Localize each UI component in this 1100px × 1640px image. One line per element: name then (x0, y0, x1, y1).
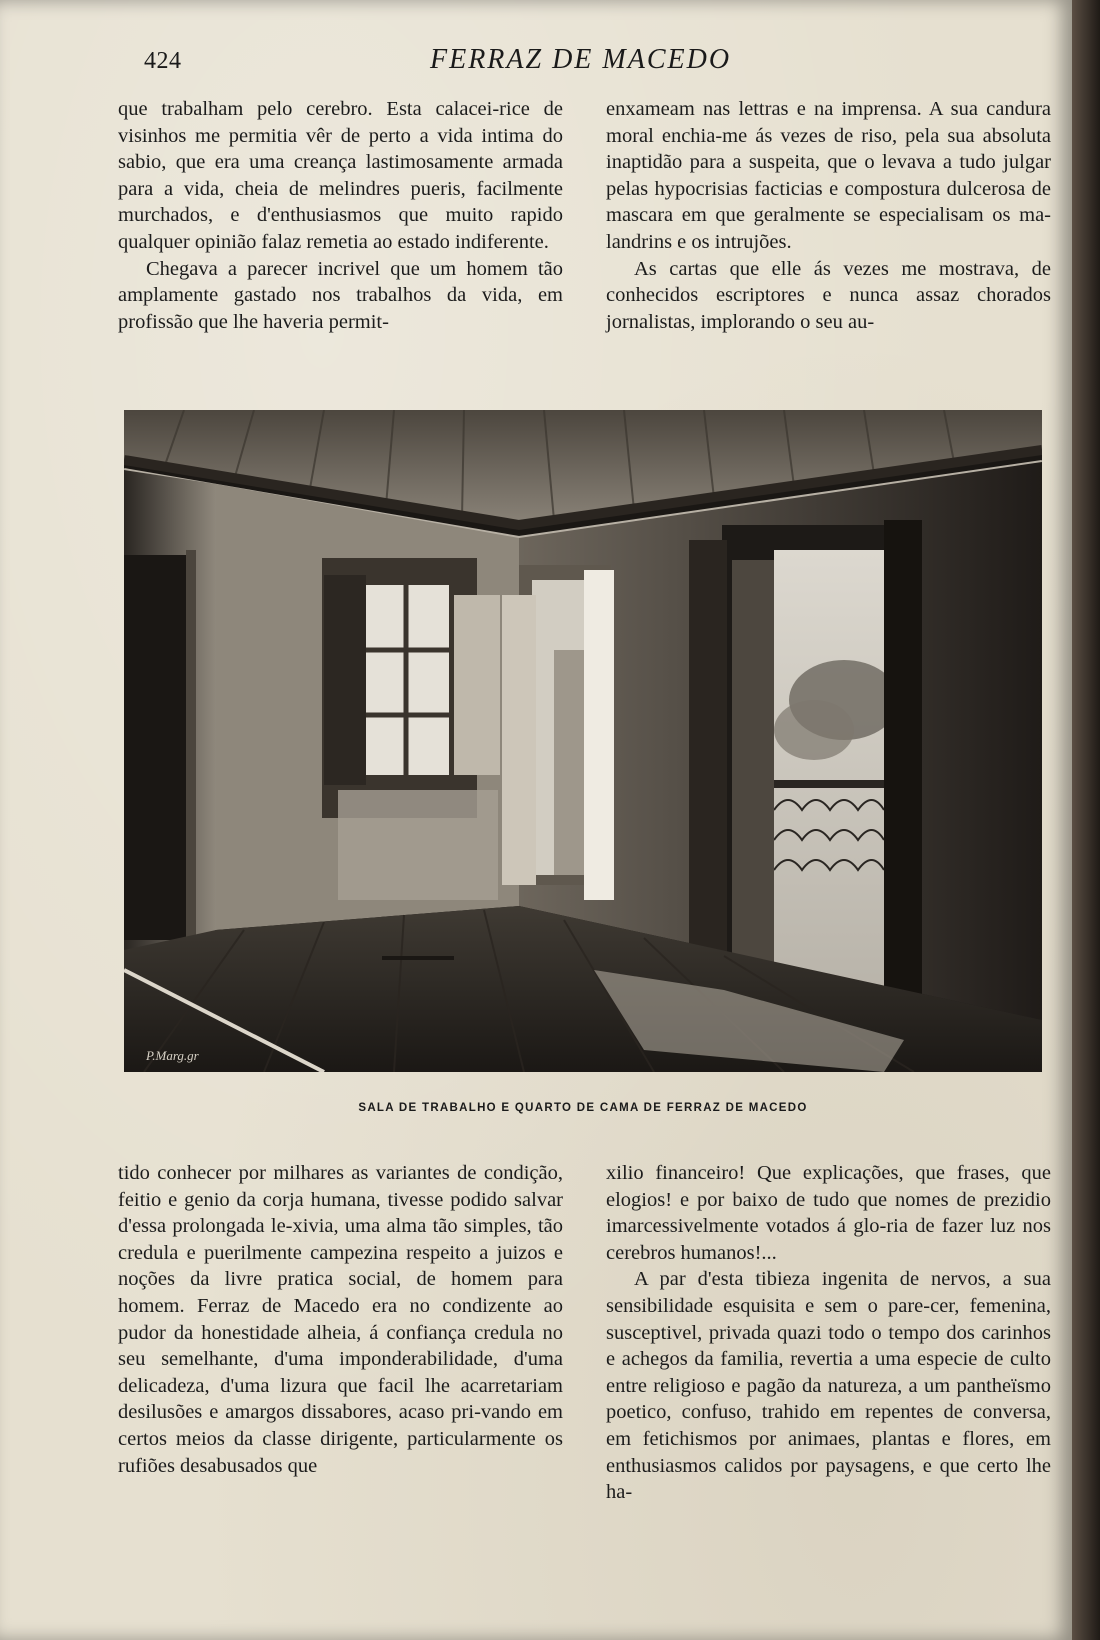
text-column-left-bottom (118, 1160, 563, 1479)
page-number: 424 (144, 48, 182, 74)
text-column-left-top (118, 96, 563, 335)
text-column-right-bottom (606, 1160, 1051, 1506)
paragraph: Chegava a parecer incrivel que um homem tão amplamente gastado nos trabalhos da vida, em profissão que lhe haveria permit- (118, 257, 563, 333)
paragraph: As cartas que elle ás vezes me mostrava, de conhecidos escriptores e nunca assaz chorados jornalistas, implorando o seu au- (606, 257, 1051, 333)
photographer-signature: P.Marg.gr (146, 1048, 199, 1063)
running-title: FERRAZ DE MACEDO (430, 44, 732, 75)
room-photograph (124, 410, 1042, 1072)
paragraph: A par d'esta tibieza ingenita de nervos, a sua sensibilidade esquisita e sem o pare-cer, femenina, susceptivel, privada quazi todo o tempo dos carinhos e achegos da familia, revertia a uma especie de culto entre religioso e pagão da natureza, a um pantheïsmo poetico, confuso, trahido em repentes de conversa, em fetichismos por animaes, plantas e flores, em enthusiasmos calidos por paysagens, e que certo lhe ha- (606, 1268, 1051, 1504)
text-column-right-top (606, 96, 1051, 335)
photo-caption: SALA DE TRABALHO E QUARTO DE CAMA DE FERRAZ DE MACEDO (358, 1102, 808, 1114)
paragraph: que trabalham pelo cerebro. Esta calacei-rice de visinhos me permitia vêr de perto a vida intima do sabio, que era uma creança lastimosamente armada para a vida, cheia de melindres pueris, facilmente murchados, e d'enthusiasmos que muito rapido qualquer opinião falaz remetia ao estado indiferente. (118, 98, 563, 253)
paragraph: xilio financeiro! Que explicações, que frases, que elogios! e por baixo de tudo que nomes de prezidio imarcessivelmente votados á glo-ria de fazer luz nos cerebros humanos!... (606, 1162, 1051, 1264)
page-header (120, 44, 1040, 78)
page-edge-shadow (1072, 0, 1100, 1640)
paragraph: enxameam nas lettras e na imprensa. A sua candura moral enchia-me ás vezes de riso, pela sua absoluta inaptidão para a suspeita, que o levava a tudo julgar pelas hypocrisias facticias e compostura dulcerosa de mascara em que geralmente se especialisam os ma-landrins e os intrujões. (606, 98, 1051, 253)
paragraph: tido conhecer por milhares as variantes de condição, feitio e genio da corja humana, tivesse podido salvar d'essa prolongada le-xivia, uma alma tão simples, tão credula e puerilmente campezina respeito a juizos e noções da livre pratica social, de homem para homem. Ferraz de Macedo era no condizente ao pudor da honestidade alheia, á confiança credula no seu semelhante, d'uma imponderabilidade, d'uma delicadeza, d'uma lizura que facil lhe acarretariam desilusões e amargos dissabores, acaso pri-vando em certos meios da classe dirigente, particularmente os rufiões desabusados que (118, 1162, 563, 1477)
